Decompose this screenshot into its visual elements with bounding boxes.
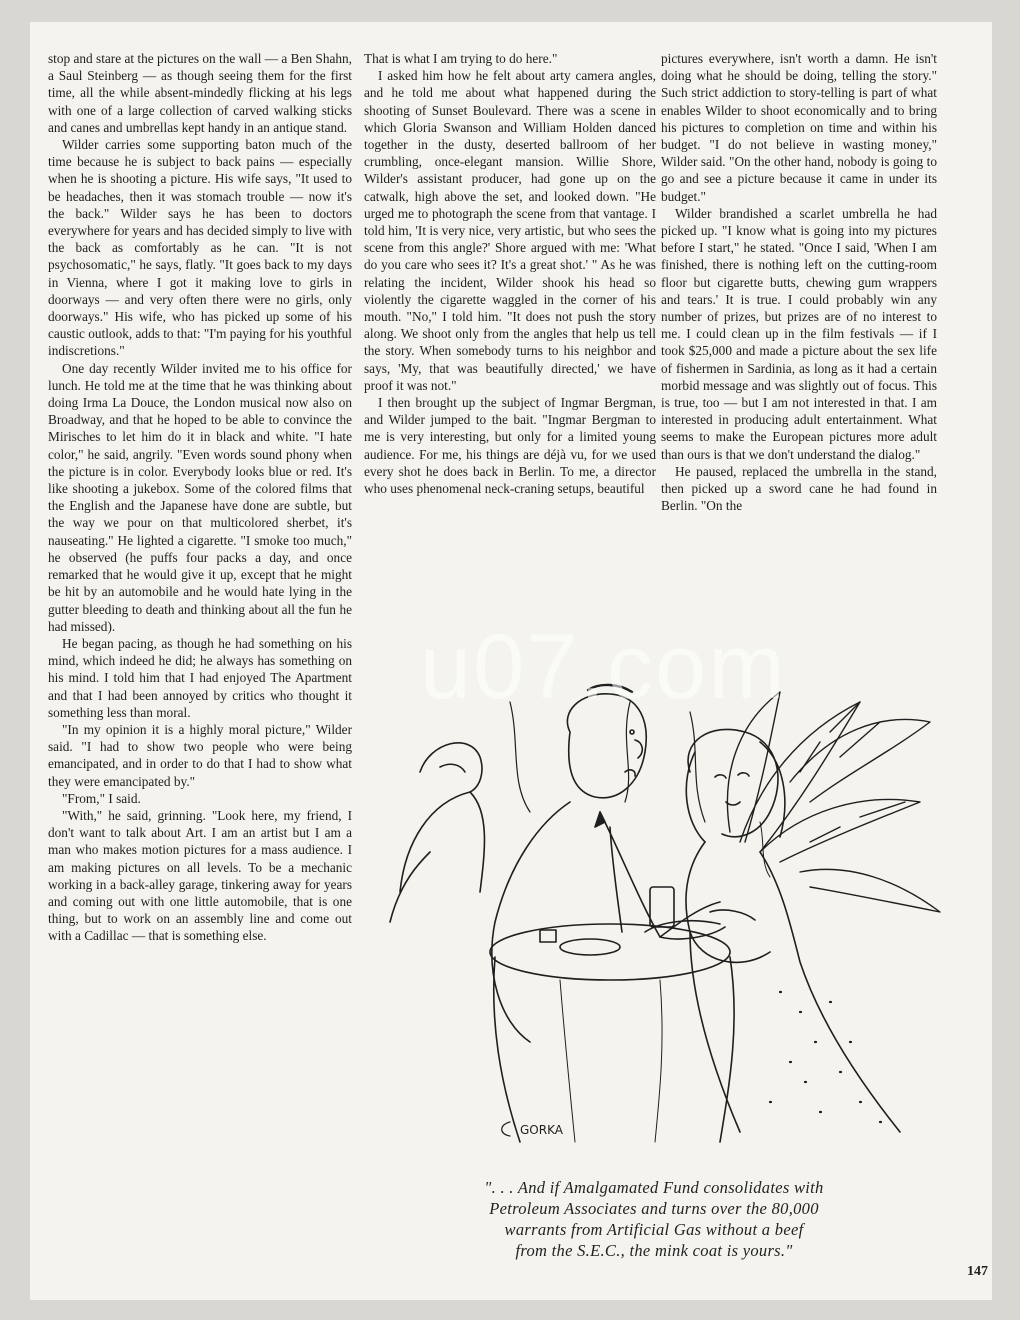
paragraph: That is what I am trying to do here." — [364, 51, 558, 66]
paragraph: I then brought up the subject of Ingmar Bergman, and Wilder jumped to the bait. "Ingmar Bergman to me is very interesting, but only for a limited young audience. For me, his things are déjà vu, for we used every shot he does back in Berlin. To me, a director who uses phenomenal neck-craning setups, beautiful — [364, 395, 656, 497]
paragraph: He paused, replaced the umbrella in the stand, then picked up a sword cane he had found in Berlin. "On the — [661, 463, 937, 514]
curtain-lines — [510, 702, 705, 822]
paragraph: "With," he said, grinning. "Look here, my friend, I don't want to talk about Art. I am an artist but I am a man who makes motion pictures for a mass audience. I am making pictures on all levels. To be a mechanic working in a back-alley garage, tinkering away for years and coming out with one little automobile, that is one thing, but to work on an assembly line and come out with a Cadillac — that is something else. — [48, 807, 352, 944]
article-column-3 — [661, 50, 937, 514]
caption-line: Petroleum Associates and turns over the 80,000 — [489, 1199, 819, 1218]
page-number: 147 — [967, 1264, 988, 1279]
paragraph: Wilder carries some supporting baton much of the time because he is subject to back pains — especially when he is shooting a picture. His wife says, "It used to be headaches, then it was stomach trouble — now it's the back." Wilder says he has been to doctors everywhere for years and has decided simply to live with the back as comfortably as he can. "It is not psychosomatic," he says, flatly. "It goes back to my days in Vienna, where I got it making love to girls in doorways — and very often there were no girls, only doorways." His wife, who has picked up some of his caustic outlook, adds to that: "I'm paying for his youthful indiscretions." — [48, 137, 353, 359]
paragraph: I asked him how he felt about arty camera angles, and he told me about what happened during the shooting of Sunset Boulevard. There was a scene in which Gloria Swanson and William Holden danced together in the dusty, deserted ballroom of her crumbling, once-elegant mansion. Willie Shore, Wilder's assistant producer, had gone up on the catwalk, high above the set, and looked down. "He urged me to photograph the scene from that vantage. I told him, 'It is very nice, very artistic, but who sees the scene from this angle?' Shore argued with me: 'What do you care who sees it? It's a great shot.' " As he was relating the incident, Wilder shook his head so violently the cigarette waggled in the corner of his mouth. "No," I told him. "It does not push the story along. We shoot only from the angles that help us tell the story. When somebody turns to his neighbor and says, 'My, that was beautifully directed,' we have proof it was not." — [364, 68, 656, 393]
cafe-table — [490, 924, 734, 1142]
svg-text:GORKA: GORKA — [520, 1123, 563, 1137]
dress-pattern — [770, 992, 881, 1122]
paragraph: He began pacing, as though he had something on his mind, which indeed he did; he always has something on his mind. I told him that I had enjoyed The Apartment and that I had been annoyed by critics who thought it something less than moral. — [48, 635, 352, 720]
article-column-1 — [48, 50, 352, 945]
background-figure — [390, 743, 484, 922]
watermark: u07.com — [420, 616, 787, 718]
plant-leaves — [727, 692, 940, 912]
paragraph: pictures everywhere, isn't worth a damn. He isn't doing what he should be doing, telling the story." Such strict addiction to story-telling is part of what enables Wilder to shoot economically and to bring his pictures to completion on time and within his budget. "I do not believe in wasting money," Wilder said. "On the other hand, nobody is going to go and see a picture because it came in under its budget." — [661, 51, 937, 204]
cartoon-signature — [502, 1122, 564, 1137]
paragraph: "From," I said. — [62, 790, 141, 806]
paragraph: "In my opinion it is a highly moral picture," Wilder said. "I had to show two people who were being emancipated, and in order to do that I had to show what they were emancipated by." — [48, 721, 352, 789]
cartoon-caption — [406, 1177, 902, 1261]
paragraph: One day recently Wilder invited me to his office for lunch. He told me at the time that he was thinking about doing Irma La Douce, the London musical now also on Broadway, and that he hoped to be able to convince the Mirisches to let him do it in black and white. "I hate color," he said, angrily. "Even words sound phony when the picture is in color. Everybody looks blue or red. It's like shooting a jukebox. Some of the colored films that the English and the Japanese have done are subtle, but the way we pour on that multicolored sherbet, it's nauseating." He lighted a cigarette. "I smoke too much," he observed (he puffs four packs a day, and once remarked that he would give it up, except that he might be hit by an automobile and he would hate lying in the gutter bleeding to death and thinking about all the fun he had missed). — [48, 360, 352, 634]
man-figure — [492, 685, 725, 1042]
cartoon-illustration — [360, 662, 950, 1162]
paragraph: Wilder brandished a scarlet umbrella he had picked up. "I know what is going into my pictures before I start," he stated. "Once I said, 'When I am finished, there is nothing left on the cutting-room floor but cigarette butts, chewing gum wrappers and tears.' It is true. I could probably win any number of prizes, but prizes are of no interest to me. I could clean up in the film festivals — if I took $25,000 and made a picture about the sex life of fishermen in Sardinia, as long as it had a certain morbid message and was slightly out of focus. This is true, too — but I am not interested in that. I am interested in producing adult entertainment. What seems to make the European pictures more adult than ours is that we don't understand the dialog." — [661, 205, 937, 462]
paragraph: stop and stare at the pictures on the wall — a Ben Shahn, a Saul Steinberg — as though seeing them for the first time, all the while absent-mindedly flicking at his legs with one of a large collection of carved walking sticks and canes and umbrellas kept handy in an antique stand. — [48, 51, 352, 135]
caption-line: ". . . And if Amalgamated Fund consolidates with — [484, 1178, 824, 1197]
caption-line: warrants from Artificial Gas without a beef — [504, 1220, 804, 1239]
caption-line: from the S.E.C., the mink coat is yours." — [515, 1241, 793, 1260]
article-column-2 — [364, 50, 656, 497]
